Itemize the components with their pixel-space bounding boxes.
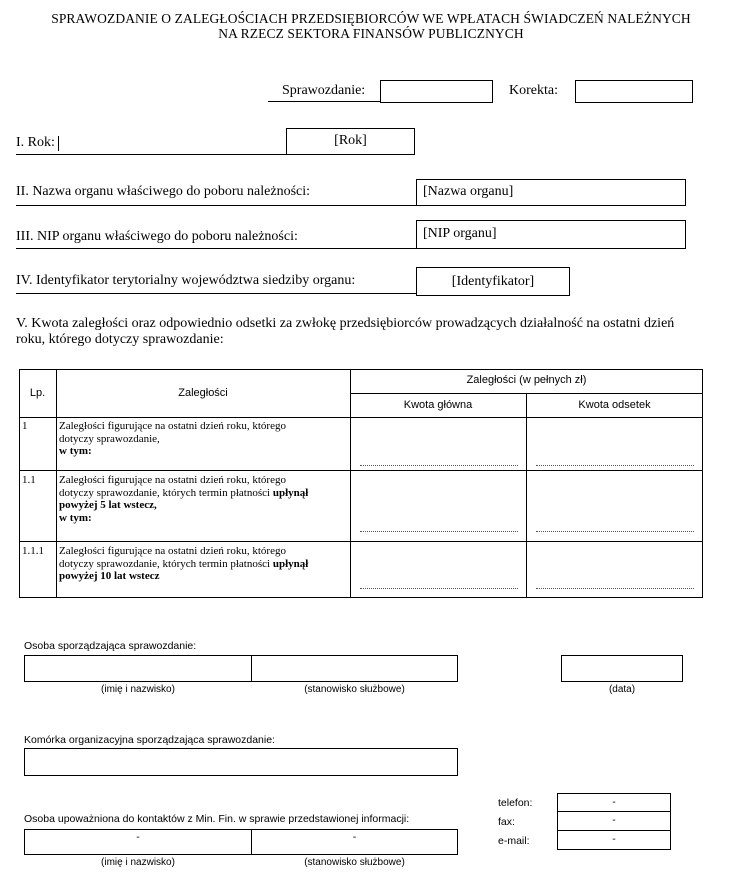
table-col-lp-sep: [56, 369, 57, 598]
arrears-section-label-line1: V. Kwota zaległości oraz odpowiednio odsetki za zwłokę przedsiębiorców prowadzących działalność na ostatni dzień: [16, 316, 675, 331]
contact-position-field[interactable]: [251, 829, 458, 855]
preparer-date-field[interactable]: [561, 655, 683, 682]
table-row-lp: 1: [22, 420, 28, 432]
organ-nip-value: [NIP organu]: [423, 226, 497, 241]
email-field[interactable]: [557, 831, 671, 850]
contact-position-caption: (stanowisko służbowe): [304, 857, 405, 868]
row2-desc-bold1: powyżej 5 lat wstecz,: [59, 499, 157, 511]
table-header-lp: Lp.: [29, 387, 46, 399]
row3-principal-dots: [360, 588, 518, 589]
row3-principal-field[interactable]: [351, 542, 526, 598]
organ-name-label: II. Nazwa organu właściwego do poboru należności:: [16, 184, 311, 199]
table-row-lp: 1.1.1: [22, 545, 44, 557]
row2-desc-bold-inline: upłynął: [272, 486, 309, 499]
fax-label: fax:: [498, 816, 515, 828]
preparer-position-field[interactable]: [251, 655, 458, 682]
report-title-line2: NA RZECZ SEKTORA FINANSÓW PUBLICZNYCH: [218, 26, 524, 41]
preparer-name-caption: (imię i nazwisko): [101, 684, 175, 695]
table-row-desc: [59, 545, 347, 583]
email-label: e-mail:: [498, 835, 530, 847]
year-value: [Rok]: [334, 133, 367, 148]
row2-desc-bold2: w tym:: [59, 511, 92, 524]
report-type-underline: [268, 101, 380, 102]
row3-desc-bold1: powyżej 10 lat wstecz: [59, 570, 160, 582]
report-type-label: Sprawozdanie:: [282, 83, 366, 98]
table-header-interest: Kwota odsetek: [578, 399, 651, 411]
email-value: -: [612, 833, 616, 845]
table-header-principal: Kwota główna: [403, 399, 473, 411]
correction-label: Korekta:: [509, 83, 558, 98]
row2-desc-line2-wrap: [59, 487, 347, 500]
report-type-field[interactable]: [380, 80, 493, 103]
preparer-name-field[interactable]: [24, 655, 252, 682]
contact-label: Osoba upoważniona do kontaktów z Min. Fin. w sprawie przedstawionej informacji:: [24, 813, 410, 825]
report-title: [0, 11, 742, 41]
year-underline: [16, 154, 286, 155]
row1-interest-field[interactable]: [527, 418, 703, 470]
row2-principal-dots: [360, 531, 518, 532]
year-field[interactable]: [286, 128, 415, 155]
row1-interest-dots: [536, 465, 694, 466]
phone-value: -: [612, 796, 616, 808]
row1-principal-field[interactable]: [351, 418, 526, 470]
row1-principal-dots: [360, 465, 518, 466]
arrears-section-label-line2: roku, którego dotyczy sprawozdanie:: [16, 332, 224, 347]
phone-field[interactable]: [557, 793, 671, 812]
preparer-label: Osoba sporządzająca sprawozdanie:: [24, 640, 197, 652]
organ-nip-label: III. NIP organu właściwego do poboru należności:: [16, 229, 298, 244]
table-row-lp: 1.1: [22, 474, 36, 486]
arrears-section-label: [16, 316, 674, 348]
contact-name-field[interactable]: [24, 829, 252, 855]
preparer-date-caption: (data): [608, 684, 636, 695]
table-row-desc: [59, 474, 347, 524]
row2-desc-line2: dotyczy sprawozdanie, których termin płatności: [59, 486, 271, 499]
row3-desc-line1: Zaległości figurujące na ostatni dzień roku, którego: [59, 545, 286, 557]
table-row-desc: [59, 420, 347, 458]
year-cursor: [58, 136, 59, 151]
unit-label: Komórka organizacyjna sporządzająca sprawozdanie:: [24, 734, 275, 746]
territorial-id-value: [Identyfikator]: [451, 274, 535, 289]
unit-field[interactable]: [24, 748, 458, 776]
contact-name-value: -: [136, 831, 140, 843]
territorial-id-field[interactable]: [416, 267, 570, 296]
fax-value: -: [612, 814, 616, 826]
correction-field[interactable]: [575, 80, 693, 103]
row3-desc-line2: dotyczy sprawozdanie, których termin płatności: [59, 557, 271, 570]
phone-label: telefon:: [498, 797, 533, 809]
row1-desc-bold1: w tym:: [59, 445, 92, 457]
row3-desc-line2-wrap: [59, 558, 347, 571]
table-header-group: Zaległości (w pełnych zł): [466, 374, 587, 386]
row1-desc-line2: dotyczy sprawozdanie,: [59, 432, 160, 445]
contact-name-caption: (imię i nazwisko): [101, 857, 175, 868]
organ-nip-underline: [16, 248, 416, 249]
row2-interest-dots: [536, 531, 694, 532]
territorial-id-label: IV. Identyfikator terytorialny województwa siedziby organu:: [16, 273, 356, 288]
row3-interest-dots: [536, 588, 694, 589]
territorial-id-underline: [16, 293, 416, 294]
row1-desc-line1: Zaległości figurujące na ostatni dzień roku, którego: [59, 420, 286, 432]
fax-field[interactable]: [557, 812, 671, 831]
organ-nip-field[interactable]: [416, 220, 686, 249]
contact-position-value: -: [352, 831, 357, 843]
row2-desc-line1: Zaległości figurujące na ostatni dzień roku, którego: [59, 474, 286, 486]
row3-interest-field[interactable]: [527, 542, 703, 598]
organ-name-value: [Nazwa organu]: [423, 184, 514, 199]
preparer-position-caption: (stanowisko służbowe): [304, 684, 405, 695]
report-title-line1: SPRAWOZDANIE O ZALEGŁOŚCIACH PRZEDSIĘBIORCÓW WE WPŁATACH ŚWIADCZEŃ NALEŻNYCH: [51, 11, 691, 26]
row3-desc-bold-inline: upłynął: [272, 557, 309, 570]
organ-name-field[interactable]: [416, 179, 686, 206]
table-header-arrears: Zaległości: [178, 387, 228, 399]
year-label: I. Rok:: [16, 135, 55, 150]
organ-name-underline: [16, 205, 416, 206]
